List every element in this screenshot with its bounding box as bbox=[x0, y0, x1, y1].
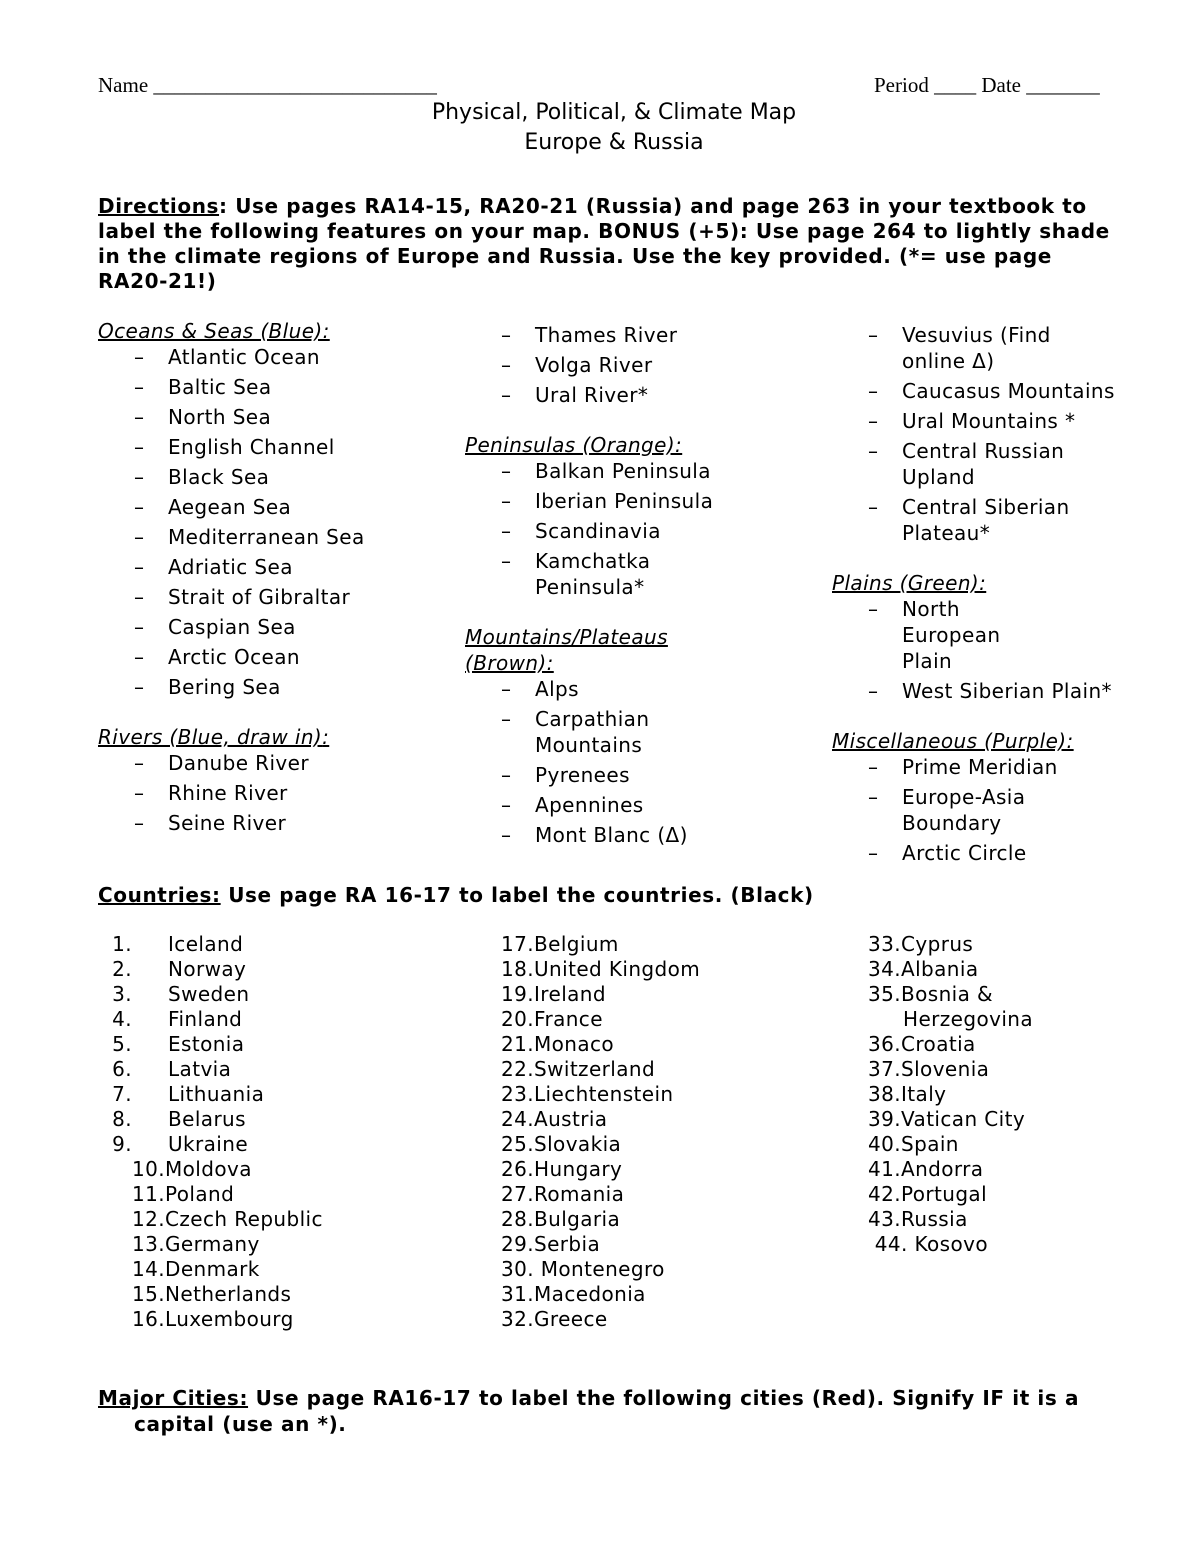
page-title: Physical, Political, & Climate Map bbox=[431, 100, 797, 125]
country-number: 7. bbox=[112, 1082, 132, 1106]
list-item: – Strait of Gibraltar bbox=[98, 584, 458, 610]
list-item: – Volga River bbox=[465, 352, 825, 378]
list-item: – Mont Blanc (Δ) bbox=[465, 822, 825, 848]
list-item: – Arctic Circle bbox=[832, 840, 1132, 866]
peninsulas-list bbox=[465, 458, 825, 600]
list-item: – West Siberian Plain* bbox=[832, 678, 1132, 704]
features-column-2 bbox=[465, 322, 825, 852]
country-row bbox=[98, 1257, 323, 1282]
countries-column-2 bbox=[501, 932, 700, 1332]
country-name: Luxembourg bbox=[165, 1307, 294, 1331]
features-column-3 bbox=[832, 322, 1132, 870]
country-row bbox=[98, 1082, 323, 1107]
cities-text: Use page RA16-17 to label the following cities (Red). Signify IF it is a bbox=[248, 1386, 1080, 1410]
country-name: Sweden bbox=[168, 982, 250, 1006]
country-number: 12. bbox=[132, 1207, 166, 1231]
country-row: 34.Albania bbox=[868, 957, 979, 981]
country-row: 43.Russia bbox=[868, 1207, 968, 1231]
country-row bbox=[98, 1182, 323, 1207]
country-row: 29.Serbia bbox=[501, 1232, 601, 1256]
list-item: – Central Siberian Plateau* bbox=[832, 494, 1132, 546]
features-column-1 bbox=[98, 318, 458, 840]
country-name: Germany bbox=[165, 1232, 260, 1256]
country-name: Finland bbox=[168, 1007, 243, 1031]
cities-text-continued: capital (use an *). bbox=[134, 1412, 347, 1436]
country-name: Iceland bbox=[168, 932, 244, 956]
list-item: – Pyrenees bbox=[465, 762, 825, 788]
directions-label: Directions bbox=[98, 194, 220, 218]
country-row: 39.Vatican City bbox=[868, 1107, 1026, 1131]
list-item: – Ural River* bbox=[465, 382, 825, 408]
country-name: Estonia bbox=[168, 1032, 245, 1056]
country-name: Latvia bbox=[168, 1057, 232, 1081]
directions-paragraph bbox=[98, 194, 1128, 294]
list-item: – North European Plain bbox=[832, 596, 1132, 674]
country-row: 42.Portugal bbox=[868, 1182, 988, 1206]
list-item: – Arctic Ocean bbox=[98, 644, 458, 670]
country-row-continued: Herzegovina bbox=[903, 1007, 1034, 1031]
country-number: 15. bbox=[132, 1282, 166, 1306]
rivers-list bbox=[98, 750, 458, 836]
list-item: – Caucasus Mountains bbox=[832, 378, 1132, 404]
country-row: 31.Macedonia bbox=[501, 1282, 646, 1306]
list-item: – Scandinavia bbox=[465, 518, 825, 544]
list-item: – Thames River bbox=[465, 322, 825, 348]
country-row: 19.Ireland bbox=[501, 982, 606, 1006]
list-item: – Seine River bbox=[98, 810, 458, 836]
list-item: – Iberian Peninsula bbox=[465, 488, 825, 514]
country-row: 21.Monaco bbox=[501, 1032, 615, 1056]
country-row bbox=[98, 1107, 323, 1132]
list-item: – Apennines bbox=[465, 792, 825, 818]
country-number: 4. bbox=[112, 1007, 132, 1031]
country-row: 20.France bbox=[501, 1007, 603, 1031]
country-row: 27.Romania bbox=[501, 1182, 625, 1206]
country-name: Netherlands bbox=[165, 1282, 292, 1306]
misc-list bbox=[832, 754, 1132, 866]
country-name: Czech Republic bbox=[165, 1207, 323, 1231]
mountains-list bbox=[465, 676, 825, 848]
country-number: 1. bbox=[112, 932, 132, 956]
country-row bbox=[98, 932, 323, 957]
country-row bbox=[98, 1232, 323, 1257]
cities-paragraph bbox=[98, 1385, 1138, 1437]
country-number: 8. bbox=[112, 1107, 132, 1131]
period-date-line: Period ____ Date _______ bbox=[874, 73, 1100, 97]
country-number: 3. bbox=[112, 982, 132, 1006]
rivers-heading-text: Rivers (Blue, draw in) bbox=[98, 725, 323, 749]
country-row: 32.Greece bbox=[501, 1307, 608, 1331]
plains-heading: Plains (Green): bbox=[832, 571, 987, 595]
cities-label: Major Cities: bbox=[98, 1386, 249, 1410]
country-row: 17.Belgium bbox=[501, 932, 619, 956]
country-row: 38.Italy bbox=[868, 1082, 947, 1106]
country-row: 18.United Kingdom bbox=[501, 957, 701, 981]
page-subtitle: Europe & Russia bbox=[524, 130, 704, 155]
country-name: Lithuania bbox=[168, 1082, 265, 1106]
rivers-heading-colon: : bbox=[322, 725, 330, 749]
country-number: 13. bbox=[132, 1232, 166, 1256]
oceans-heading: Oceans & Seas (Blue): bbox=[98, 319, 330, 343]
country-number: 5. bbox=[112, 1032, 132, 1056]
country-number: 9. bbox=[112, 1132, 132, 1156]
country-name: Moldova bbox=[165, 1157, 252, 1181]
mountains-heading: Mountains/Plateaus (Brown): bbox=[465, 625, 668, 675]
countries-column-3 bbox=[868, 932, 1033, 1257]
list-item: – English Channel bbox=[98, 434, 458, 460]
countries-label: Countries: bbox=[98, 883, 221, 907]
country-row: 37.Slovenia bbox=[868, 1057, 990, 1081]
rivers-list-continued bbox=[465, 322, 825, 408]
country-row: 26.Hungary bbox=[501, 1157, 623, 1181]
country-row: 33.Cyprus bbox=[868, 932, 974, 956]
list-item: – Kamchatka Peninsula* bbox=[465, 548, 825, 600]
country-name: Ukraine bbox=[168, 1132, 249, 1156]
country-row bbox=[98, 957, 323, 982]
country-row bbox=[98, 1132, 323, 1157]
country-row: 41.Andorra bbox=[868, 1157, 984, 1181]
list-item: – Vesuvius (Find online Δ) bbox=[832, 322, 1132, 374]
country-row: 28.Bulgaria bbox=[501, 1207, 621, 1231]
list-item: – Caspian Sea bbox=[98, 614, 458, 640]
list-item: – Prime Meridian bbox=[832, 754, 1132, 780]
country-number: 10. bbox=[132, 1157, 166, 1181]
country-row bbox=[98, 1032, 323, 1057]
list-item: – Mediterranean Sea bbox=[98, 524, 458, 550]
country-row bbox=[98, 1307, 323, 1332]
list-item: – Baltic Sea bbox=[98, 374, 458, 400]
list-item: – Carpathian Mountains bbox=[465, 706, 825, 758]
country-name: Norway bbox=[168, 957, 247, 981]
country-name: Denmark bbox=[165, 1257, 260, 1281]
country-row: 36.Croatia bbox=[868, 1032, 976, 1056]
rivers-heading bbox=[98, 724, 458, 750]
list-item: – North Sea bbox=[98, 404, 458, 430]
country-row: 35.Bosnia & bbox=[868, 982, 994, 1006]
country-row: 22.Switzerland bbox=[501, 1057, 656, 1081]
list-item: – Rhine River bbox=[98, 780, 458, 806]
country-row bbox=[98, 1207, 323, 1232]
country-name: Poland bbox=[165, 1182, 235, 1206]
list-item: – Balkan Peninsula bbox=[465, 458, 825, 484]
country-row: 25.Slovakia bbox=[501, 1132, 622, 1156]
name-field-line: Name ___________________________ bbox=[98, 73, 437, 97]
list-item: – Adriatic Sea bbox=[98, 554, 458, 580]
country-row bbox=[98, 1282, 323, 1307]
countries-heading bbox=[98, 882, 814, 908]
list-item: – Ural Mountains * bbox=[832, 408, 1132, 434]
country-number: 14. bbox=[132, 1257, 166, 1281]
country-row bbox=[98, 1007, 323, 1032]
country-row bbox=[98, 982, 323, 1007]
country-number: 6. bbox=[112, 1057, 132, 1081]
country-number: 16. bbox=[132, 1307, 166, 1331]
peninsulas-heading: Peninsulas (Orange): bbox=[465, 433, 683, 457]
list-item: – Bering Sea bbox=[98, 674, 458, 700]
country-name: Belarus bbox=[168, 1107, 246, 1131]
country-number: 11. bbox=[132, 1182, 166, 1206]
list-item: – Black Sea bbox=[98, 464, 458, 490]
countries-text: Use page RA 16-17 to label the countries. (Black) bbox=[220, 883, 814, 907]
country-row bbox=[98, 1057, 323, 1082]
misc-heading: Miscellaneous (Purple): bbox=[832, 729, 1074, 753]
list-item: – Europe-Asia Boundary bbox=[832, 784, 1132, 836]
country-number: 2. bbox=[112, 957, 132, 981]
countries-column-1 bbox=[98, 932, 323, 1332]
mountains-list-continued bbox=[832, 322, 1132, 546]
plains-list bbox=[832, 596, 1132, 704]
country-row: 44. Kosovo bbox=[868, 1232, 989, 1256]
list-item: – Central Russian Upland bbox=[832, 438, 1132, 490]
list-item: – Aegean Sea bbox=[98, 494, 458, 520]
country-row bbox=[98, 1157, 323, 1182]
country-row: 30. Montenegro bbox=[501, 1257, 665, 1281]
list-item: – Alps bbox=[465, 676, 825, 702]
country-row: 40.Spain bbox=[868, 1132, 959, 1156]
list-item: – Atlantic Ocean bbox=[98, 344, 458, 370]
country-row: 23.Liechtenstein bbox=[501, 1082, 674, 1106]
country-row: 24.Austria bbox=[501, 1107, 608, 1131]
list-item: – Danube River bbox=[98, 750, 458, 776]
oceans-list bbox=[98, 344, 458, 700]
directions-text: : Use pages RA14-15, RA20-21 (Russia) and page 263 in your textbook to label the following features on your map. BONUS (+5): Use page 264 to lightly shade in the climate regions of Europe and Russia. Use the key provided. (*= use page RA20-21!) bbox=[98, 194, 1110, 293]
